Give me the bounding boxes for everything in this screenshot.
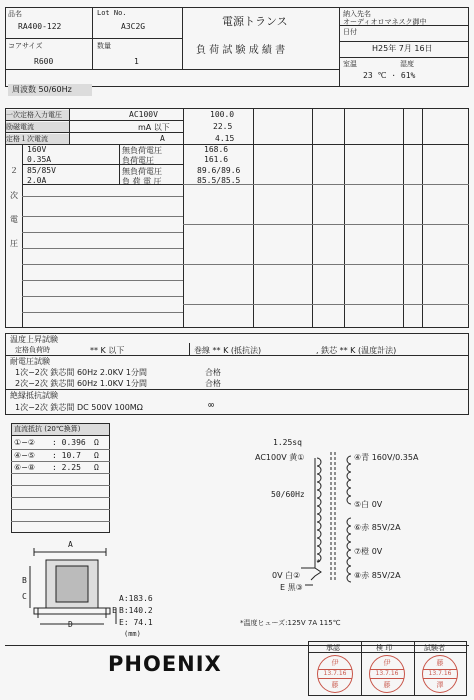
col-divider (344, 108, 345, 328)
inspect-label: 検 印 (376, 644, 393, 652)
measurement-table (5, 108, 469, 328)
row-divider (11, 461, 110, 462)
row-divider (183, 264, 469, 265)
col-divider (22, 144, 23, 328)
secondary-lead-5: ⑤白 0V (354, 500, 383, 509)
insulation-title: 絶縁抵抗試験 (10, 391, 58, 400)
row-divider (22, 164, 183, 165)
insulation-value: ∞ (208, 400, 215, 411)
wire-size: 1.25sq (273, 438, 302, 447)
lot-label: Lot No. (97, 9, 127, 17)
qty-label: 数量 (97, 42, 111, 50)
resistance-unit: Ω (94, 451, 99, 460)
room-temp-label: 室温 (343, 60, 357, 68)
row-divider (22, 232, 183, 233)
dim-label-b: B (22, 576, 27, 585)
resistance-value: : 0.396 (52, 438, 86, 447)
star-mark: * (316, 558, 321, 567)
tester-label: 試験者 (424, 644, 445, 652)
row-divider (11, 435, 110, 436)
resistance-unit: Ω (94, 438, 99, 447)
insulation-row: 1次−2次 鉄芯間 DC 500V 100MΩ (15, 403, 143, 412)
approval-stamp (317, 655, 353, 693)
secondary-spec: 2.0A (27, 176, 47, 185)
row-divider (22, 248, 183, 249)
divider (5, 69, 339, 70)
row-divider (22, 312, 183, 313)
core-temp: , 鉄芯 ** K (温度計法) (316, 346, 397, 355)
stamp-char: 伊 (331, 659, 339, 667)
spec-cond: mA 以下 (138, 123, 170, 132)
spec-label: 一次定格入力電圧 (6, 110, 69, 120)
row-divider (5, 389, 469, 390)
stamp-char: 藤 (436, 659, 444, 667)
temp-rise-title: 温度上昇試験 (10, 335, 58, 344)
humidity-label: 湿度 (400, 60, 414, 68)
spec-value: 100.0 (210, 110, 235, 119)
secondary-spec: 85/85V (27, 166, 56, 175)
row-divider (11, 473, 110, 474)
row-divider (22, 280, 183, 281)
resistance-term: ⑥−⑧ (14, 463, 36, 472)
secondary-lead-4: ④青 160V/0.35A (354, 453, 419, 462)
frequency-label: 周波数 50/60Hz (8, 84, 92, 96)
fuse-line (311, 568, 321, 580)
room-value: 23 ℃ · 61% (363, 71, 416, 80)
zero-lead: 0V 白② (272, 571, 301, 580)
title-sub: 負 荷 試 験 成 績 書 (196, 45, 286, 56)
secondary-side-label: 圧 (10, 239, 18, 248)
dim-label-d: D (68, 620, 73, 629)
dim-b: B:140.2 (119, 606, 153, 615)
thermal-fuse-note: *温度ヒューズ:125V 7A 115℃ (240, 619, 341, 627)
spec-label: 励磁電流 (6, 122, 69, 132)
frequency-note: 50/60Hz (271, 490, 305, 499)
primary-coil (317, 458, 321, 562)
mount-foot (38, 608, 106, 618)
divider (339, 41, 469, 42)
divider (5, 38, 182, 39)
date-value: H25年 7月 16日 (372, 44, 433, 53)
date-label: 日付 (343, 28, 357, 36)
primary-lead: AC100V 黄① (255, 453, 305, 462)
secondary-lead-7: ⑦橙 0V (354, 547, 383, 556)
row-divider (11, 509, 110, 510)
winding-temp: 巻線 ** K (抵抗法) (194, 346, 262, 355)
resistance-title: 直流抵抗 (20℃換算) (12, 424, 109, 435)
stamp-date: 13.7.16 (370, 669, 404, 679)
row-divider (22, 264, 183, 265)
temp-rise-sub: 定格負荷時 (15, 346, 50, 354)
secondary-value: 161.6 (204, 155, 229, 164)
row-divider (5, 120, 183, 121)
dim-label-a: A (68, 540, 73, 549)
secondary-kind: 無負荷電圧 (122, 167, 162, 176)
spec-cond: AC100V (129, 110, 158, 119)
stamp-char: 伊 (383, 659, 391, 667)
secondary-value: 168.6 (204, 145, 229, 154)
row-divider (22, 196, 183, 197)
approve-label: 承認 (326, 644, 340, 652)
col-divider (403, 108, 404, 328)
secondary-value: 85.5/85.5 (197, 176, 241, 185)
spec-value: 22.5 (213, 122, 233, 131)
stamp-char: 澤 (436, 681, 444, 689)
row-divider (5, 144, 469, 145)
spec-label: 定格１次電流 (6, 134, 69, 144)
item-name-value: RA400-122 (18, 22, 62, 31)
stamp-date: 13.7.16 (318, 669, 352, 679)
col-divider (189, 343, 190, 355)
dim-label-e: E (112, 606, 117, 615)
dest-value: オーディオロマネスク御中 (343, 18, 427, 26)
tester-stamp (422, 655, 458, 693)
secondary-lead-6: ⑥赤 85V/2A (354, 523, 401, 532)
col-divider (183, 108, 184, 328)
secondary-kind: 負 荷 電 圧 (122, 177, 162, 186)
divider (361, 641, 362, 696)
mount-base (34, 608, 110, 614)
stamp-char: 藤 (383, 681, 391, 689)
resistance-value: : 10.7 (52, 451, 81, 460)
secondary-lead-8: ⑧赤 85V/2A (354, 571, 401, 580)
secondary-coil (347, 456, 351, 504)
col-divider (69, 108, 70, 144)
dim-label-c: C (22, 592, 27, 601)
lot-value: A3C2G (121, 22, 146, 31)
col-divider (422, 108, 423, 328)
resistance-term: ④−⑤ (14, 451, 36, 460)
divider (414, 641, 415, 696)
resistance-term: ①−② (14, 438, 36, 447)
secondary-spec: 0.35A (27, 155, 52, 164)
title-main: 電源トランス (222, 15, 288, 28)
stamp-date: 13.7.16 (423, 669, 457, 679)
row-divider (22, 296, 183, 297)
spec-value: 4.15 (215, 134, 235, 143)
secondary-spec: 160V (27, 145, 47, 154)
resistance-unit: Ω (94, 463, 99, 472)
resistance-value: : 2.25 (52, 463, 81, 472)
divider (339, 57, 469, 58)
dest-label: 納入先名 (343, 10, 371, 18)
withstand-title: 耐電圧試験 (10, 357, 50, 366)
stamp-char: 藤 (331, 681, 339, 689)
core-size-label: コアサイズ (8, 42, 43, 50)
secondary-value: 89.6/89.6 (197, 166, 241, 175)
qty-value: 1 (134, 57, 139, 66)
withstand-pass: 合格 (205, 379, 221, 388)
row-divider (11, 521, 110, 522)
col-divider (312, 108, 313, 328)
col-divider (253, 108, 254, 328)
secondary-side-label: ２ (10, 166, 18, 175)
inspection-stamp (369, 655, 405, 693)
divider (339, 7, 340, 87)
core-size-value: R600 (34, 57, 54, 66)
company-logo: PHOENIX (108, 652, 222, 676)
withstand-row: 1次−2次 鉄芯間 60Hz 2.0KV 1分間 (15, 368, 147, 377)
dim-a: A:183.6 (119, 594, 153, 603)
secondary-kind: 負荷電圧 (122, 156, 154, 165)
secondary-coil (347, 518, 351, 582)
item-name-label: 品名 (8, 10, 22, 18)
transformer-drawing (20, 540, 120, 632)
row-divider (11, 449, 110, 450)
withstand-row: 2次−2次 鉄芯間 60Hz 1.0KV 1分間 (15, 379, 147, 388)
spec-cond: A (160, 134, 165, 143)
row-divider (22, 216, 183, 217)
secondary-kind: 無負荷電圧 (122, 146, 162, 155)
withstand-pass: 合格 (205, 368, 221, 377)
row-divider (11, 485, 110, 486)
dim-unit: (mm) (124, 630, 141, 638)
row-divider (11, 497, 110, 498)
row-divider (183, 224, 469, 225)
row-divider (183, 304, 469, 305)
temp-rise-value: ** K 以下 (90, 346, 125, 355)
e-lead: E 黒③ (280, 583, 303, 592)
secondary-side-label: 次 (10, 191, 18, 200)
divider (182, 7, 183, 69)
secondary-side-label: 電 (10, 215, 18, 224)
dim-e: E: 74.1 (119, 618, 153, 627)
